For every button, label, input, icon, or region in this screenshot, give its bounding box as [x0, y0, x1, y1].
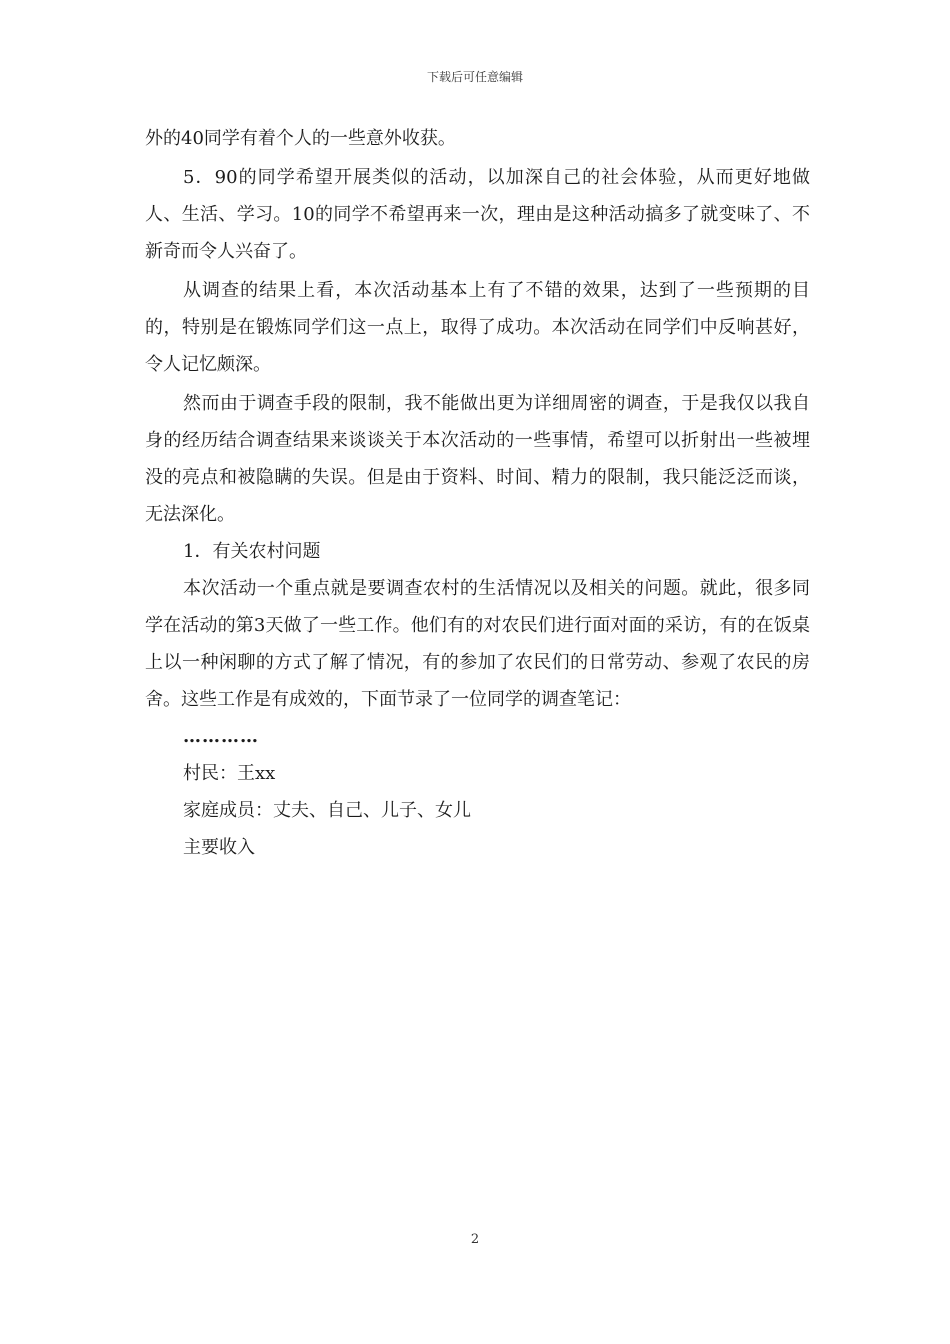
note-villager: 村民：王xx [183, 763, 276, 784]
page-header: 下载后可任意编辑 [426, 70, 523, 84]
paragraph-limitations: 然而由于调查手段的限制，我不能做出更为详细周密的调查，于是我仅以我自身的经历结合调查结果来谈谈关于本次活动的一些事情，希望可以折射出一些被埋没的亮点和被隐瞒的失误。但是由于资料、时间、精力的限制，我只能泛泛而谈，无法深化。 [145, 393, 810, 525]
ellipsis-line: ………… [183, 726, 259, 747]
paragraph-survey-result: 从调查的结果上看，本次活动基本上有了不错的效果，达到了一些预期的目的，特别是在锻炼同学们这一点上，取得了成功。本次活动在同学们中反响甚好，令人记忆颇深。 [145, 280, 810, 375]
note-main-income: 主要收入 [183, 837, 255, 858]
section-heading-rural-issues: 1．有关农村问题 [183, 541, 321, 562]
page-number: 2 [470, 1232, 480, 1247]
note-family-members: 家庭成员：丈夫、自己、儿子、女儿 [183, 800, 471, 821]
paragraph-item-5: 5．90的同学希望开展类似的活动，以加深自己的社会体验，从而更好地做人、生活、学习。10的同学不希望再来一次，理由是这种活动搞多了就变味了、不新奇而令人兴奋了。 [145, 167, 810, 262]
document-body [145, 120, 810, 866]
paragraph-continuation: 外的40同学有着个人的一些意外收获。 [145, 128, 456, 149]
paragraph-rural-survey: 本次活动一个重点就是要调查农村的生活情况以及相关的问题。就此，很多同学在活动的第3天做了一些工作。他们有的对农民们进行面对面的采访，有的在饭桌上以一种闲聊的方式了解了情况，有的参加了农民们的日常劳动、参观了农民的房舍。这些工作是有成效的，下面节录了一位同学的调查笔记： [145, 578, 810, 710]
